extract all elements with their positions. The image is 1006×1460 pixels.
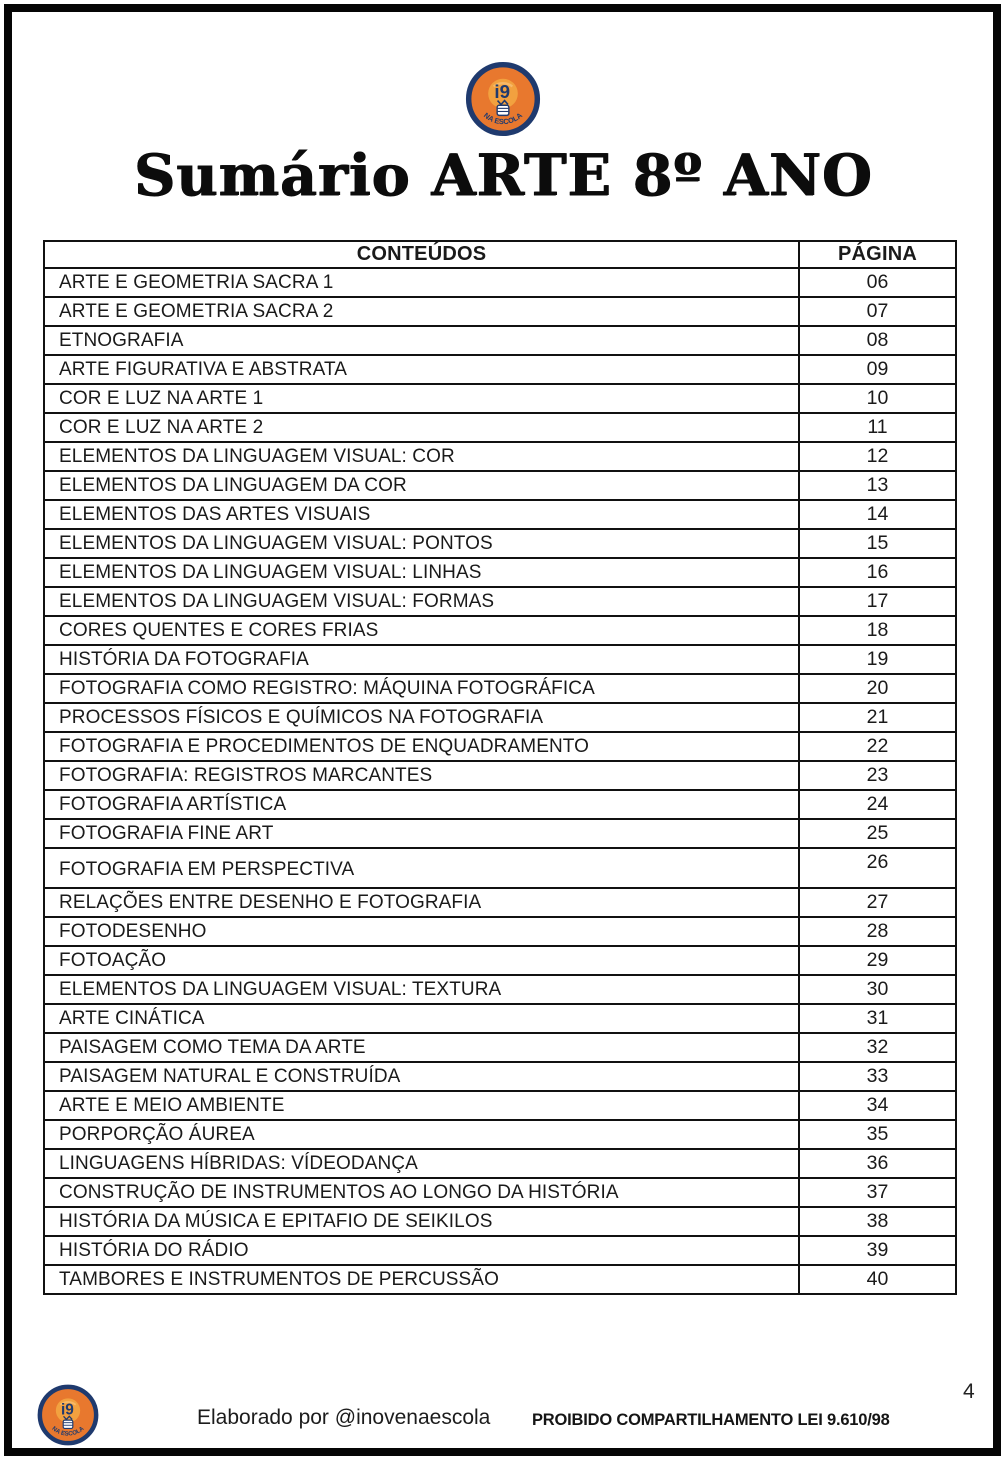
content-cell: COR E LUZ NA ARTE 2 xyxy=(44,413,799,442)
table-row xyxy=(44,790,956,819)
page-cell: 11 xyxy=(799,413,956,442)
table-row xyxy=(44,946,956,975)
content-cell: PROCESSOS FÍSICOS E QUÍMICOS NA FOTOGRAFIA xyxy=(44,703,799,732)
table-row xyxy=(44,1091,956,1120)
content-cell: ELEMENTOS DA LINGUAGEM DA COR xyxy=(44,471,799,500)
page-cell: 17 xyxy=(799,587,956,616)
table-row xyxy=(44,888,956,917)
column-header-page: PÁGINA xyxy=(799,241,956,268)
content-cell: ARTE E GEOMETRIA SACRA 1 xyxy=(44,268,799,297)
column-header-contents: CONTEÚDOS xyxy=(44,241,799,268)
page-cell: 35 xyxy=(799,1120,956,1149)
table-row xyxy=(44,975,956,1004)
table-row xyxy=(44,442,956,471)
page-cell: 36 xyxy=(799,1149,956,1178)
page-cell: 10 xyxy=(799,384,956,413)
page-cell: 28 xyxy=(799,917,956,946)
page-cell: 38 xyxy=(799,1207,956,1236)
table-row xyxy=(44,645,956,674)
page-cell: 27 xyxy=(799,888,956,917)
content-cell: PAISAGEM COMO TEMA DA ARTE xyxy=(44,1033,799,1062)
footer-logo-na-escola-text: NA ESCOLA xyxy=(50,1425,86,1438)
content-cell: TAMBORES E INSTRUMENTOS DE PERCUSSÃO xyxy=(44,1265,799,1294)
table-row xyxy=(44,1207,956,1236)
table-row xyxy=(44,1004,956,1033)
content-cell: ELEMENTOS DA LINGUAGEM VISUAL: FORMAS xyxy=(44,587,799,616)
content-cell: RELAÇÕES ENTRE DESENHO E FOTOGRAFIA xyxy=(44,888,799,917)
logo-na-escola-text: NA ESCOLA xyxy=(481,110,525,127)
page-number: 4 xyxy=(963,1380,975,1403)
content-cell: ARTE E GEOMETRIA SACRA 2 xyxy=(44,297,799,326)
table-row xyxy=(44,1120,956,1149)
page-cell: 29 xyxy=(799,946,956,975)
table-row xyxy=(44,558,956,587)
content-cell: PORPORÇÃO ÁUREA xyxy=(44,1120,799,1149)
table-row xyxy=(44,1033,956,1062)
page-cell: 12 xyxy=(799,442,956,471)
page-cell: 06 xyxy=(799,268,956,297)
logo-i9-text: i9 xyxy=(494,81,511,103)
page-cell: 33 xyxy=(799,1062,956,1091)
page-cell: 14 xyxy=(799,500,956,529)
table-header-row xyxy=(44,241,956,268)
content-cell: FOTODESENHO xyxy=(44,917,799,946)
table-row xyxy=(44,761,956,790)
page-cell: 21 xyxy=(799,703,956,732)
table-row xyxy=(44,819,956,848)
content-cell: FOTOGRAFIA ARTÍSTICA xyxy=(44,790,799,819)
table-row xyxy=(44,616,956,645)
content-cell: ELEMENTOS DA LINGUAGEM VISUAL: COR xyxy=(44,442,799,471)
content-cell: FOTOGRAFIA: REGISTROS MARCANTES xyxy=(44,761,799,790)
content-cell: ELEMENTOS DA LINGUAGEM VISUAL: PONTOS xyxy=(44,529,799,558)
table-row xyxy=(44,471,956,500)
content-cell: COR E LUZ NA ARTE 1 xyxy=(44,384,799,413)
content-cell: ETNOGRAFIA xyxy=(44,326,799,355)
content-cell: FOTOGRAFIA FINE ART xyxy=(44,819,799,848)
table-row xyxy=(44,703,956,732)
page-cell: 13 xyxy=(799,471,956,500)
content-cell: ELEMENTOS DA LINGUAGEM VISUAL: LINHAS xyxy=(44,558,799,587)
page-cell: 23 xyxy=(799,761,956,790)
table-row xyxy=(44,732,956,761)
contents-table xyxy=(43,240,957,1295)
content-cell: HISTÓRIA DA FOTOGRAFIA xyxy=(44,645,799,674)
table-row xyxy=(44,1178,956,1207)
table-row xyxy=(44,529,956,558)
page-cell: 26 xyxy=(799,848,956,888)
content-cell: ELEMENTOS DAS ARTES VISUAIS xyxy=(44,500,799,529)
table-row xyxy=(44,268,956,297)
content-cell: CORES QUENTES E CORES FRIAS xyxy=(44,616,799,645)
page-cell: 16 xyxy=(799,558,956,587)
page-cell: 07 xyxy=(799,297,956,326)
table-row xyxy=(44,297,956,326)
table-row xyxy=(44,326,956,355)
footer-logo-i9-text: i9 xyxy=(60,1401,74,1419)
page-cell: 18 xyxy=(799,616,956,645)
page-cell: 20 xyxy=(799,674,956,703)
table-row xyxy=(44,1062,956,1091)
table-row xyxy=(44,1236,956,1265)
table-row xyxy=(44,500,956,529)
footer-credit-text: Elaborado por @inovenaescola xyxy=(197,1406,491,1429)
page-cell: 32 xyxy=(799,1033,956,1062)
content-cell: FOTOGRAFIA E PROCEDIMENTOS DE ENQUADRAMENTO xyxy=(44,732,799,761)
page-cell: 39 xyxy=(799,1236,956,1265)
content-cell: CONSTRUÇÃO DE INSTRUMENTOS AO LONGO DA HISTÓRIA xyxy=(44,1178,799,1207)
content-cell: FOTOGRAFIA EM PERSPECTIVA xyxy=(44,848,799,888)
table-row xyxy=(44,1149,956,1178)
page-cell: 37 xyxy=(799,1178,956,1207)
i9-na-escola-logo-icon xyxy=(464,60,542,138)
i9-na-escola-footer-logo-icon xyxy=(36,1383,100,1447)
content-cell: ARTE E MEIO AMBIENTE xyxy=(44,1091,799,1120)
content-cell: ELEMENTOS DA LINGUAGEM VISUAL: TEXTURA xyxy=(44,975,799,1004)
content-cell: LINGUAGENS HÍBRIDAS: VÍDEODANÇA xyxy=(44,1149,799,1178)
table-row xyxy=(44,1265,956,1294)
content-cell: PAISAGEM NATURAL E CONSTRUÍDA xyxy=(44,1062,799,1091)
page-cell: 15 xyxy=(799,529,956,558)
content-cell: ARTE FIGURATIVA E ABSTRATA xyxy=(44,355,799,384)
page-title: Sumário ARTE 8º ANO xyxy=(133,142,873,209)
content-cell: HISTÓRIA DA MÚSICA E EPITAFIO DE SEIKILOS xyxy=(44,1207,799,1236)
page-cell: 40 xyxy=(799,1265,956,1294)
table-row xyxy=(44,917,956,946)
page-cell: 24 xyxy=(799,790,956,819)
content-cell: HISTÓRIA DO RÁDIO xyxy=(44,1236,799,1265)
table-row xyxy=(44,674,956,703)
page-cell: 25 xyxy=(799,819,956,848)
table-row xyxy=(44,587,956,616)
content-cell: ARTE CINÁTICA xyxy=(44,1004,799,1033)
page-cell: 08 xyxy=(799,326,956,355)
table-row xyxy=(44,384,956,413)
page-cell: 19 xyxy=(799,645,956,674)
content-cell: FOTOAÇÃO xyxy=(44,946,799,975)
page-cell: 22 xyxy=(799,732,956,761)
content-cell: FOTOGRAFIA COMO REGISTRO: MÁQUINA FOTOGRÁFICA xyxy=(44,674,799,703)
page-cell: 30 xyxy=(799,975,956,1004)
page-cell: 34 xyxy=(799,1091,956,1120)
table-row xyxy=(44,848,956,888)
table-row xyxy=(44,355,956,384)
page-cell: 09 xyxy=(799,355,956,384)
footer-copyright-warning: PROIBIDO COMPARTILHAMENTO LEI 9.610/98 xyxy=(532,1411,890,1429)
page-cell: 31 xyxy=(799,1004,956,1033)
table-row xyxy=(44,413,956,442)
